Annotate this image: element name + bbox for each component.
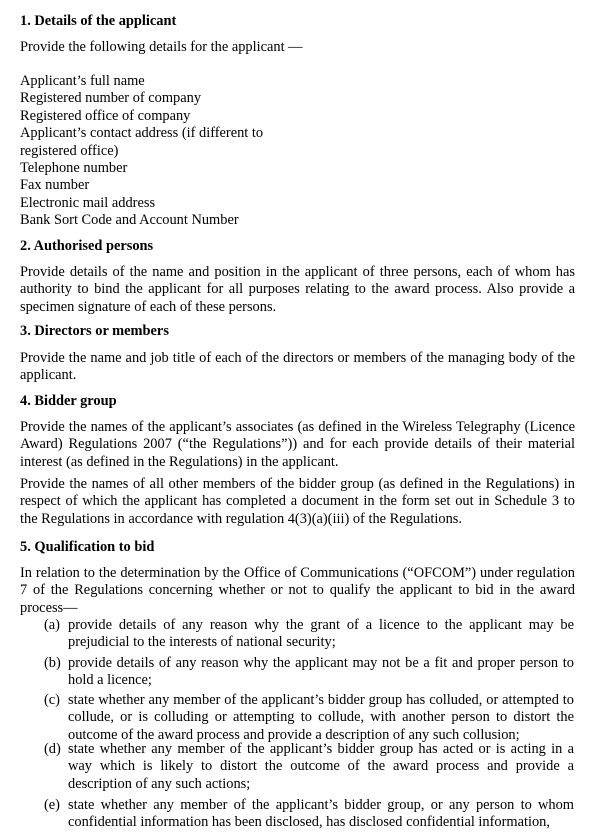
list-item-label: (d) (44, 741, 61, 757)
list-item-label: (e) (44, 797, 60, 813)
section-2-heading: 2. Authorised persons (20, 238, 154, 254)
field-bank-details: Bank Sort Code and Account Number (20, 212, 239, 229)
list-item-text: provide details of any reason why the grant of a licence to the applicant may be prejudicial to the interests of national security; (68, 617, 574, 651)
section-5-heading: 5. Qualification to bid (20, 539, 155, 555)
list-item-text: provide details of any reason why the applicant may not be a fit and proper person to hold a licence; (68, 655, 574, 689)
list-item (44, 617, 575, 652)
list-item (44, 655, 575, 690)
section-3-text: Provide the name and job title of each of the directors or members of the managing body of the applicant. (20, 350, 575, 384)
section-4-text-1: Provide the names of the applicant’s associates (as defined in the Wireless Telegraphy (Licence Award) Regulations 2007 (“the Regulations”)) and for each provide details of their material interest (as defined in the Regulations) in the applicant. (20, 419, 575, 470)
list-item-label: (b) (44, 655, 61, 671)
field-registered-number: Registered number of company (20, 90, 202, 107)
field-full-name: Applicant’s full name (20, 73, 145, 89)
field-fax: Fax number (20, 177, 90, 194)
list-item-text: state whether any member of the applicant’s bidder group, or any person to whom confidential information has been disclosed, has disclosed confidential information, (68, 797, 574, 831)
field-telephone: Telephone number (20, 160, 128, 177)
section-4-heading: 4. Bidder group (20, 393, 117, 409)
list-item-text: state whether any member of the applicant’s bidder group has acted or is acting in a way which is likely to distort the outcome of the award process and provide a description of any such actions; (68, 741, 574, 792)
applicant-details-list (20, 73, 320, 230)
section-3-heading: 3. Directors or members (20, 323, 169, 339)
field-registered-office: Registered office of company (20, 107, 191, 124)
section-1-heading: 1. Details of the applicant (20, 13, 177, 29)
list-item (44, 797, 575, 832)
section-5-intro: In relation to the determination by the Office of Communications (“OFCOM”) under regulation 7 of the Regulations concerning whether or not to qualify the applicant to bid in the award process— (20, 565, 575, 616)
section-4-text-2: Provide the names of all other members of the bidder group (as defined in the Regulations) in respect of which the applicant has completed a document in the form set out in Schedule 3 to the Regulations in accordance with regulation 4(3)(a)(iii) of the Regulations. (20, 476, 575, 527)
section-2-text: Provide details of the name and position in the applicant of three persons, each of whom has authority to bind the applicant for all purposes relating to the award process. Also provide a specimen signature of each of these persons. (20, 264, 575, 315)
list-item-label: (c) (44, 692, 60, 708)
list-item-text: state whether any member of the applicant’s bidder group has colluded, or attempted to collude, or is colluding or attempting to collude, with another person to distort the outcome of the award process and provide a description of any such collusion; (68, 692, 574, 743)
list-item (44, 741, 575, 793)
list-item (44, 692, 575, 744)
field-email: Electronic mail address (20, 194, 156, 211)
field-contact-address: Applicant’s contact address (if different to (20, 125, 264, 142)
list-item-label: (a) (44, 617, 60, 633)
field-contact-address-cont: registered office) (20, 142, 119, 159)
section-1-intro: Provide the following details for the applicant — (20, 39, 303, 55)
